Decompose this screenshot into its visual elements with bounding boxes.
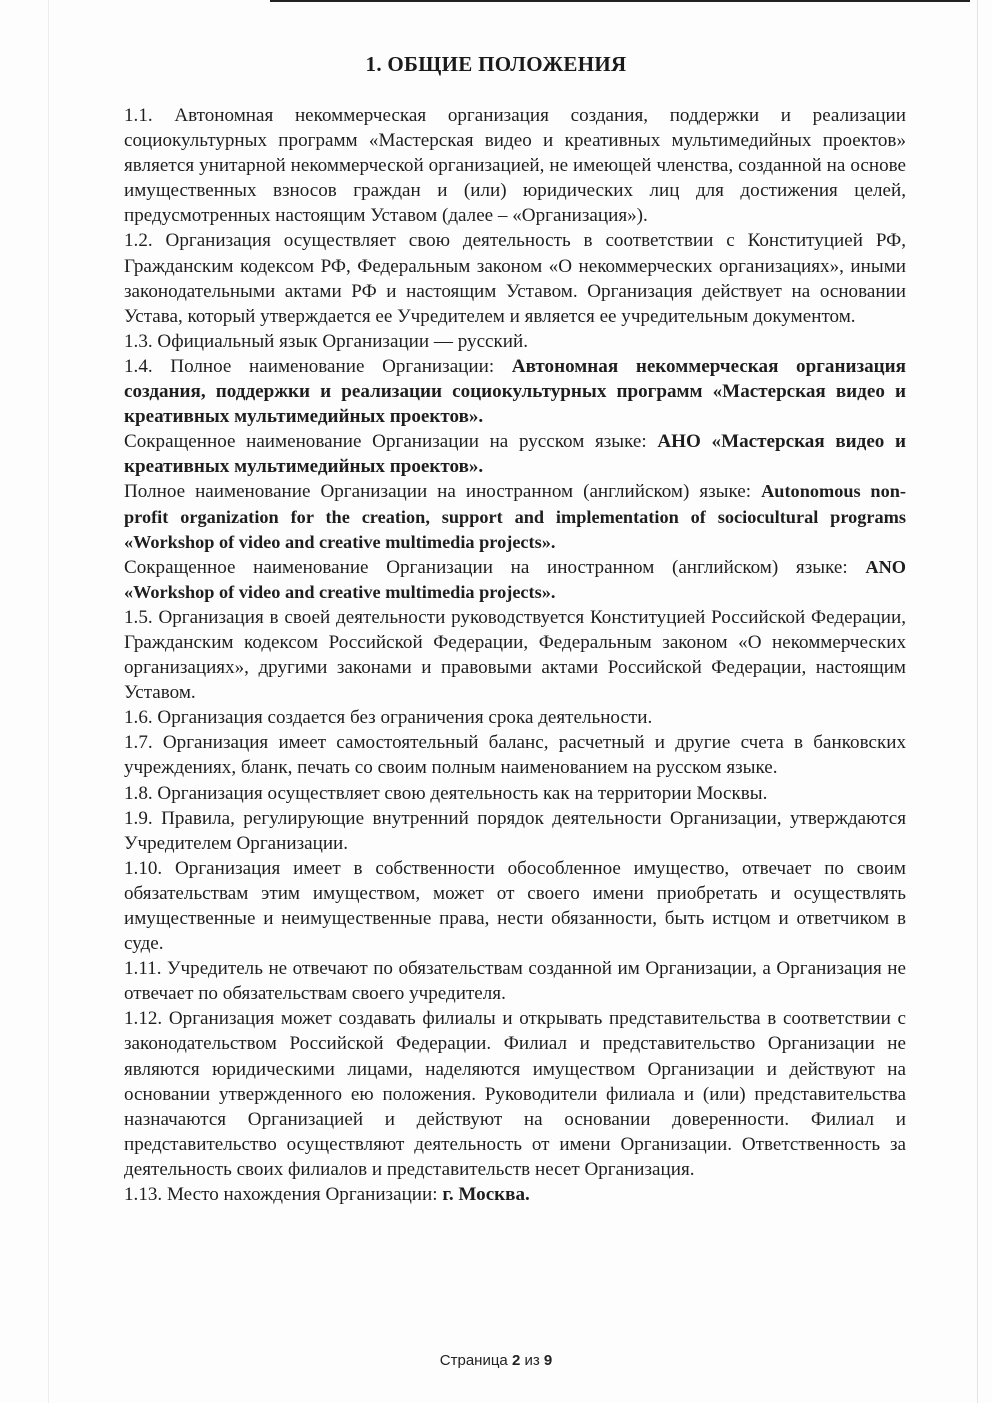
clause-1-7: 1.7. Организация имеет самостоятельный баланс, расчетный и другие счета в банковских учреждениях, бланк, печать со своим полным наименованием на русском языке.: [124, 732, 906, 779]
clause-1-10: 1.10. Организация имеет в собственности обособленное имущество, отвечает по своим обязательствам этим имуществом, может от своего имени приобретать и осуществлять имущественные и неимущественные права, нести обязанности, быть истцом и ответчиком в суде.: [124, 857, 906, 955]
clause-1-9: 1.9. Правила, регулирующие внутренний порядок деятельности Организации, утверждаются Учредителем Организации.: [124, 807, 906, 854]
short-name-ru-line: [124, 429, 906, 479]
total-page-count: 9: [543, 1352, 553, 1369]
full-name-en: Autonomous non-profit organization for the creation, support and implementation of sociocultural programs «Workshop of video and creative multimedia projects».: [124, 481, 906, 552]
location-label: 1.13. Место нахождения Организации:: [124, 1184, 443, 1206]
short-name-en: ANO «Workshop of video and creative multimedia projects».: [124, 556, 906, 602]
full-name-ru: Автономная некоммерческая организация создания, поддержки и реализации социокультурных программ «Мастерская видео и креативных мультимедийных проектов».: [124, 355, 906, 428]
clause-1-5: 1.5. Организация в своей деятельности руководствуется Конституцией Российской Федерации, Гражданским кодексом Российской Федерации, Федеральным законом «О некоммерческих организациях», другими законами и правовыми актами Российской Федерации, настоящим Уставом.: [124, 606, 906, 704]
clause-1-2: 1.2. Организация осуществляет свою деятельность в соответствии с Конституцией РФ, Гражданским кодексом РФ, Федеральным законом «О некоммерческих организациях», иными законодательными актами РФ и настоящим Уставом. Организация действует на основании Устава, который утверждается ее Учредителем и является ее учредительным документом.: [124, 230, 906, 327]
section-title: 1. ОБЩИЕ ПОЛОЖЕНИЯ: [365, 52, 627, 76]
clause-1-8: 1.8. Организация осуществляет свою деятельность как на территории Москвы.: [124, 782, 768, 804]
footer-prefix: Страница: [439, 1352, 512, 1369]
short-name-en-line: [124, 555, 906, 605]
clause-1-11: 1.11. Учредитель не отвечают по обязательствам созданной им Организации, а Организация не отвечает по обязательствам своего учредителя.: [124, 958, 906, 1005]
clause-1-6: 1.6. Организация создается без ограничения срока деятельности.: [124, 707, 653, 729]
top-rule: [270, 0, 970, 2]
footer-middle: из: [520, 1352, 544, 1369]
short-name-en-label: Сокращенное наименование Организации на иностранном (английском) языке:: [124, 556, 866, 578]
clause-1-4-label: 1.4. Полное наименование Организации:: [124, 355, 512, 377]
location-value: г. Москва.: [442, 1184, 530, 1206]
clause-1-1: 1.1. Автономная некоммерческая организация создания, поддержки и реализации социокультурных программ «Мастерская видео и креативных мультимедийных проектов» является унитарной некоммерческой организацией, не имеющей членства, созданной на основе имущественных взносов граждан и (или) юридических лиц для достижения целей, предусмотренных настоящим Уставом (далее – «Организация»).: [124, 105, 906, 227]
full-name-en-line: [124, 479, 906, 554]
page-footer: [0, 1352, 992, 1369]
clause-1-12: 1.12. Организация может создавать филиалы и открывать представительства в соответствии с законодательством Российской Федерации. Филиал и представительство Организации не являются юридическими лицами, наделяются имуществом Организации и действуют на основании утвержденного ею положения. Руководители филиала и (или) представительства назначаются Организацией и действуют на основании доверенности. Филиал и представительство осуществляют деятельность от имени Организации. Ответственность за деятельность своих филиалов и представительств несет Организация.: [124, 1008, 906, 1180]
clause-1-3: 1.3. Официальный язык Организации — русский.: [124, 330, 529, 352]
current-page-number: 2: [511, 1352, 521, 1369]
full-name-en-label: Полное наименование Организации на иностранном (английском) языке:: [124, 481, 762, 503]
scan-edge-left: [48, 0, 49, 1403]
clause-1-13: [124, 1182, 906, 1207]
short-name-ru-label: Сокращенное наименование Организации на русском языке:: [124, 431, 658, 453]
short-name-ru: АНО «Мастерская видео и креативных мультимедийных проектов».: [124, 431, 907, 478]
section-body: [124, 103, 906, 1207]
scan-edge-right: [977, 0, 978, 1403]
clause-1-4: [124, 354, 906, 429]
